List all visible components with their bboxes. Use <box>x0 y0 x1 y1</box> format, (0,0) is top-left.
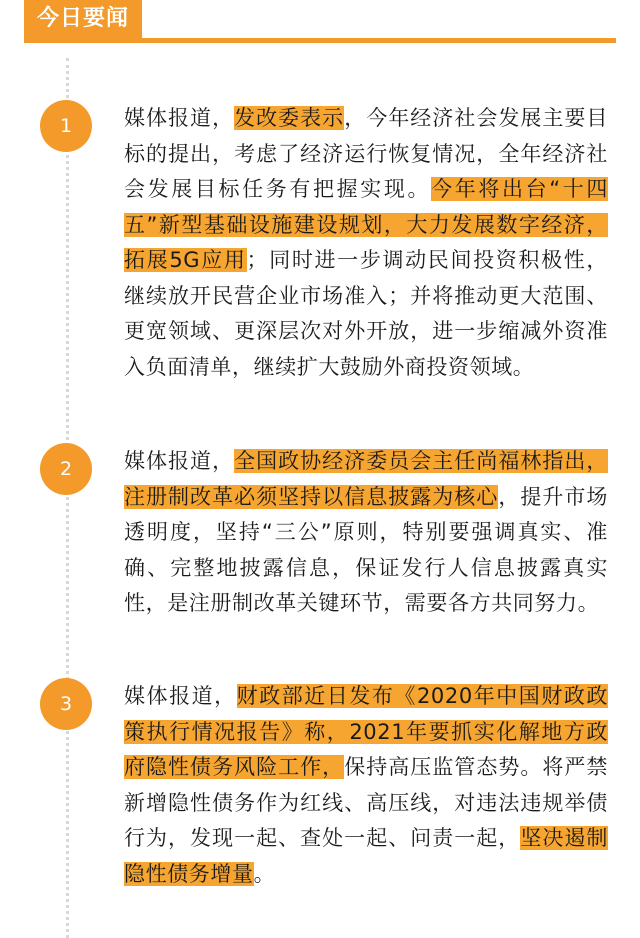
section-title: 今日要闻 <box>24 0 142 40</box>
highlighted-text: 财政部近日发布《2020年中国财政政策执行情况报告》称，2021年要抓实化解地方政府隐性债务风险工作， <box>124 684 608 779</box>
highlighted-text: 今年将出台“十四五”新型基础设施建设规划，大力发展数字经济，拓展5G应用 <box>124 177 608 272</box>
news-item-1 <box>124 101 608 385</box>
item-number-badge: 1 <box>40 100 92 152</box>
body-text: 媒体报道， <box>124 449 235 473</box>
item-number-badge: 2 <box>40 443 92 495</box>
highlighted-text: 发改委表示 <box>234 106 345 130</box>
body-text: 媒体报道， <box>124 106 235 130</box>
item-number-badge: 3 <box>40 678 92 730</box>
body-text: ，今年经济社会发展主要目标的提出，考虑了经济运行恢复情况，全年经济社会发展目标任务有把握实现。 <box>124 106 609 201</box>
highlighted-text: 全国政协经济委员会主任尚福林指出，注册制改革必须坚持以信息披露为核心 <box>124 449 609 509</box>
timeline-dotted-line <box>66 58 69 938</box>
header-underline <box>24 38 616 43</box>
highlighted-text: 坚决遏制隐性债务增量 <box>124 826 608 886</box>
body-text: ，提升市场透明度，坚持“三公”原则，特别要强调真实、准确、完整地披露信息，保证发行人信息披露真实性，是注册制改革关键环节，需要各方共同努力。 <box>124 484 609 615</box>
body-text: 媒体报道， <box>124 684 237 708</box>
news-item-2 <box>124 444 608 622</box>
news-item-3 <box>124 679 608 892</box>
body-text: 保持高压监管态势。将严禁新增隐性债务作为红线、高压线，对违法违规举债行为，发现一起、查处一起、问责一起， <box>124 755 609 850</box>
body-text: ；同时进一步调动民间投资积极性，继续放开民营企业市场准入；并将推动更大范围、更宽领域、更深层次对外开放，进一步缩减外资准入负面清单，继续扩大鼓励外商投资领域。 <box>124 248 608 379</box>
body-text: 。 <box>253 861 276 886</box>
